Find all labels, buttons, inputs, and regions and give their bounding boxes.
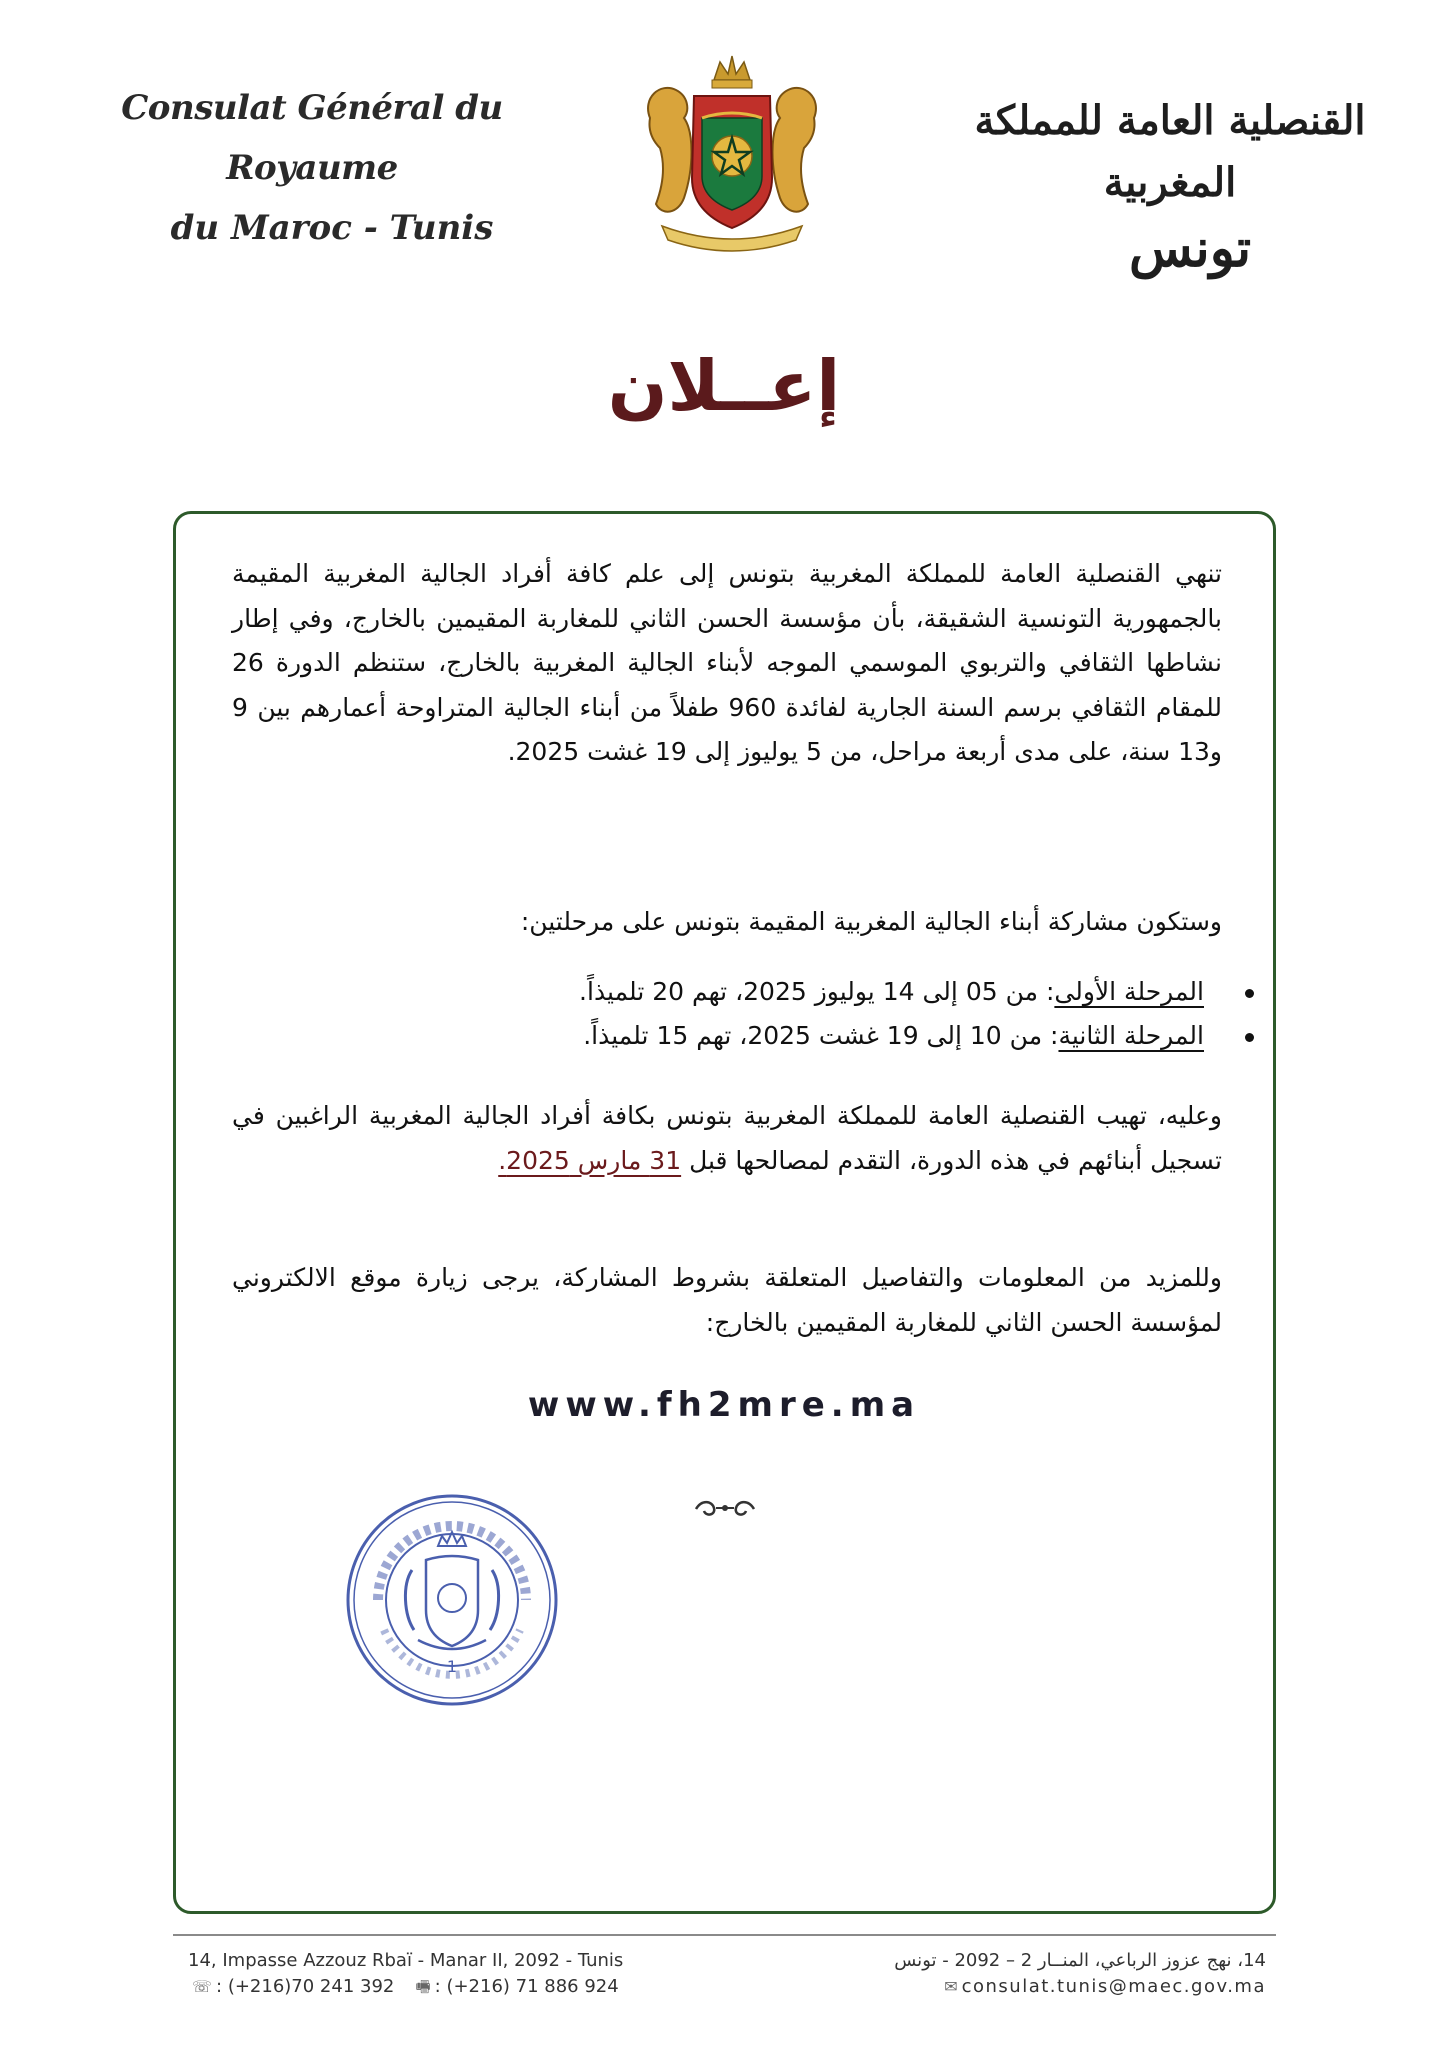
phase-text: : من 05 إلى 14 يوليوز 2025، تهم 20 تلميذاً. [579,977,1055,1006]
seal-number: 1 [446,1657,458,1676]
paragraph-more-info: وللمزيد من المعلومات والتفاصيل المتعلقة بشروط المشاركة، يرجى زيارة موقع الالكتروني لمؤسسة الحسن الثاني للمغاربة المقيمين بالخارج: [232,1263,1222,1337]
footer-address-ar: 14، نهج عزوز الرباعي، المنــار 2 – 2092 - تونس [894,1950,1266,1971]
letterhead-arabic-line2: تونس [1128,218,1252,279]
phase-text: : من 10 إلى 19 غشت 2025، تهم 15 تلميذاً. [583,1021,1059,1050]
registration-deadline: 31 مارس 2025. [498,1145,682,1175]
list-item [232,1014,1222,1058]
phases-list [232,970,1262,1058]
footer-french [188,1948,748,2000]
announcement-title: إعــلان [607,345,841,427]
footer-phone: (+216)70 241 392 [227,1976,395,1997]
paragraph-phases-intro: وستكون مشاركة أبناء الجالية المغربية المقيمة بتونس على مرحلتين: [520,907,1222,936]
official-seal-icon [342,1490,562,1710]
footer-contacts: ☏ : (+216)70 241 392 🖷 : (+216) 71 886 924 [188,1974,748,2000]
paragraph-registration [232,1094,1222,1183]
footer-email-row [780,1974,1266,2000]
footer-fax: (+216) 71 886 924 [446,1976,619,1997]
footer-arabic [780,1948,1266,2000]
letterhead-arabic [955,90,1385,284]
ornament-icon [692,1497,758,1519]
letterhead-french-line2: du Maroc - Tunis [170,208,494,248]
phase-label: المرحلة الثانية [1058,1021,1204,1050]
footer-address-fr: 14, Impasse Azzouz Rbaï - Manar II, 2092 - Tunis [188,1950,624,1971]
website-link[interactable]: www.fh2mre.ma [527,1385,921,1425]
footer-email[interactable]: consulat.tunis@maec.gov.ma [961,1976,1266,1997]
letterhead-french-line1: Consulat Général du Royaume [121,88,503,188]
list-item [232,970,1222,1014]
phase-label: المرحلة الأولى [1054,977,1204,1006]
registration-text: وعليه، تهيب القنصلية العامة للمملكة المغربية بتونس بكافة أفراد الجالية المغربية الراغبين في تسجيل أبنائهم في هذه الدورة، التقدم لمصالحها قبل [232,1101,1222,1175]
phone-icon: ☏ [192,1977,213,1996]
letterhead-arabic-line1: القنصلية العامة للمملكة المغربية [974,97,1366,206]
email-icon: ✉ [944,1977,958,1996]
paragraph-intro: تنهي القنصلية العامة للمملكة المغربية بتونس إلى علم كافة أفراد الجالية المغربية المقيمة بالجمهورية التونسية الشقيقة، بأن مؤسسة الحسن الثاني للمغاربة المقيمين بالخارج، وفي إطار نشاطها الثقافي والتربوي الموسمي الموجه لأبناء الجالية المغربية بالخارج، ستنظم الدورة 26 للمقام الثقافي برسم السنة الجارية لفائدة 960 طفلاً من أبناء الجالية المتراوحة أعمارهم بين 9 و13 سنة، على مدى أربعة مراحل، من 5 يوليوز إلى 19 غشت 2025. [232,559,1223,766]
fax-icon: 🖷 [415,1977,431,1996]
moroccan-coat-of-arms-icon [632,48,832,258]
footer-divider [173,1934,1276,1936]
letterhead-french [62,78,562,258]
